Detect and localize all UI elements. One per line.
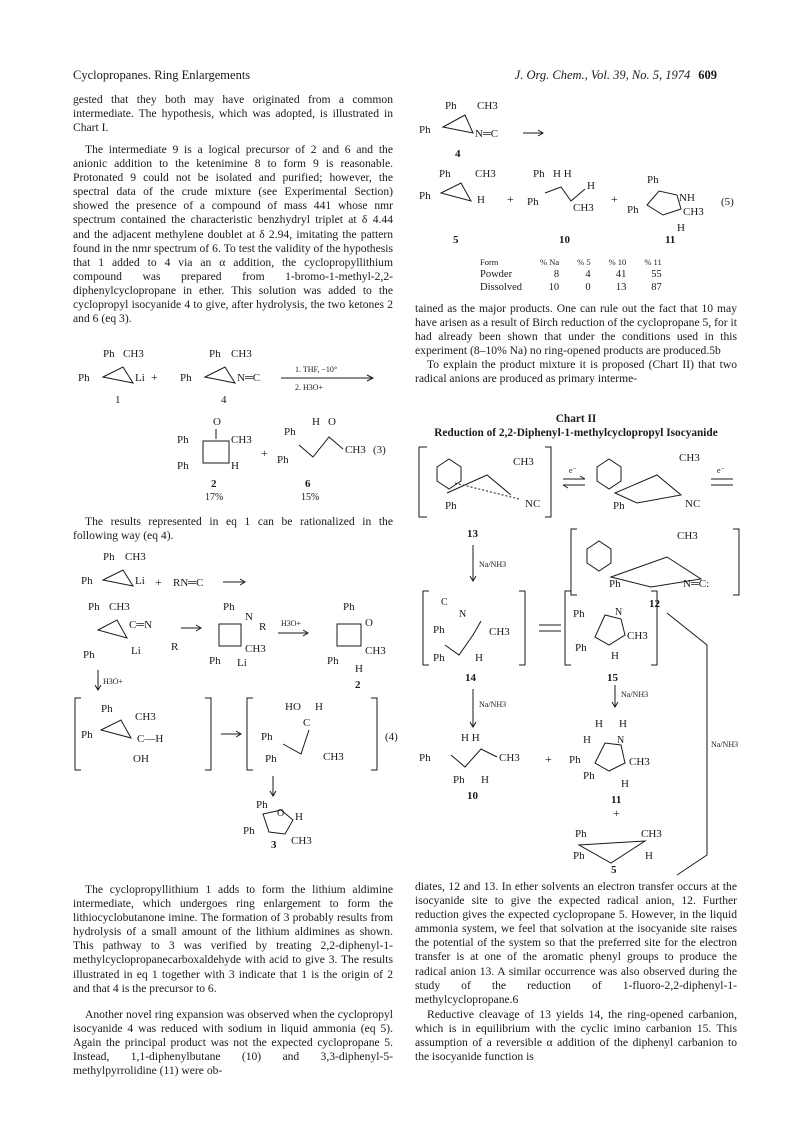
table-header: Form [480,257,499,267]
li-label: Li [135,372,145,384]
chain-10 [451,749,497,767]
ph-label: Ph [343,601,355,613]
cyclopropane-ring-4 [443,115,473,133]
journal-citation [515,68,717,83]
ph-label: Ph [575,828,587,840]
ph-label: Ph [88,601,100,613]
ph-label: Ph [613,500,625,512]
ph-label: Ph [445,500,457,512]
ch3-label: CH3 [489,626,510,638]
ch3-label: CH3 [123,348,144,360]
ch3-label: CH3 [291,835,312,847]
ch3-label: CH3 [475,168,496,180]
isocyanide-label: N═C [475,128,499,140]
h3o-reagent: H3O+ [103,677,124,686]
equation-number-3: (3) [373,444,386,456]
n-label: N [617,735,625,746]
plus-sign: + [545,752,552,766]
h-label: H [645,850,653,862]
cyclopropane-ring-1 [103,367,133,383]
col2-paragraph-2: To explain the product mixture it is proposed (Chart II) that two radical anions are produced as primary interme- [415,358,737,386]
h-label: H [295,811,303,823]
table-cell: Powder [480,269,513,280]
col1-paragraph-4: The cyclopropyllithium 1 adds to form the lithium aldimine intermediate, which undergoes ring enlargement to form the lithiocyclobutanone imine. The formation of 3 probably results from hydrolysis of a small amount of the lithium aldimines as shown. This pathway to 3 was verified by treating 2,2-diphenyl-1-methylcyclopropanecarboxaldehyde with acid to give 3. The results illustrated in eq 1 together with 3 indicate that 1 is the origin of 2 and that 4 is the precursor to 6. [73,883,393,995]
yield-6: 15% [301,492,320,503]
c-label: C [303,717,311,729]
h-label: H [312,416,320,428]
oxygen-label: O [277,808,285,819]
h-label: H [477,194,485,206]
ph-label: Ph [81,729,93,741]
compound-number-10: 10 [467,790,478,802]
isocyanide-label: C [441,597,448,608]
table-header: % Na [540,257,560,267]
table-header: % 5 [577,257,591,267]
cyclopropane-ring-5 [441,183,471,201]
ph-label: Ph [533,168,545,180]
h-label: H [475,652,483,664]
compound-number-5: 5 [453,234,459,246]
oxygen-label: O [213,416,221,428]
ph-label: Ph [243,825,255,837]
ph-label: Ph [78,372,90,384]
cyclopropane-ring-5 [579,841,645,863]
chain [283,730,309,754]
table-row [480,281,671,294]
ph-label: Ph [453,774,465,786]
bracket-right [733,529,739,595]
ph-label: Ph [81,575,93,587]
hh-label: H H [553,168,572,180]
compound-number-5: 5 [611,864,617,876]
plus-sign: + [613,806,620,820]
ph-label: Ph [573,608,585,620]
col1-paragraph-5: Another novel ring expansion was observed when the cyclopropyl isocyanide 4 was reduced with sodium in liquid ammonia (eq 5). Again the principal product was not the expected cyclopropane 5. Instead, 1,1-diphenylbutane (10) and 3,3-diphenyl-5-methylpyrrolidine (11) were ob- [73,1008,393,1078]
ho-label: HO [285,701,301,713]
table-cell: 87 [651,282,662,293]
h3o-reagent: H3O+ [281,619,302,628]
ch3-label: CH3 [641,828,662,840]
ph-label: Ph [419,190,431,202]
oxygen-label: O [365,617,373,629]
table-header-row [480,256,671,268]
ph-label: Ph [265,753,277,765]
n-label: N [615,607,623,618]
ph-label: Ph [83,649,95,661]
reagent-na-nh3: Na/NH3 [621,690,649,699]
nc-label: NC [525,498,541,510]
ph-label: Ph [180,372,192,384]
plus-sign: + [611,192,618,206]
col1-paragraph-1: gested that they both may have originated from a common intermediate. The hypothesis, which was adopted, is illustrated in Chart I. [73,93,393,135]
plus-sign: + [507,192,514,206]
r-label: R [259,621,267,633]
table-cell: Dissolved [480,282,522,293]
bracket-left [571,529,577,595]
ph-label: Ph [256,799,268,811]
ph-label: Ph [627,204,639,216]
ph-label: Ph [209,348,221,360]
li-label: Li [131,645,141,657]
plus-sign: + [261,446,268,460]
ph-label: Ph [284,426,296,438]
ch3-label: CH3 [109,601,130,613]
ph-label: Ph [439,168,451,180]
equation-number-4: (4) [385,731,398,743]
electron-label: e⁻ [717,466,725,475]
ch3-label: CH3 [245,643,266,655]
nc-label: NC [685,498,701,510]
chain-10 [545,187,585,201]
ph-label: Ph [527,196,539,208]
equation-3 [73,345,403,505]
table-cell: 10 [548,282,560,293]
bracket-left [423,591,429,665]
bracket-right [545,447,551,517]
table-cell: 41 [615,269,627,280]
reagent-na-nh3: Na/NH3 [711,740,739,749]
isocyanide-label: N═C [237,372,261,384]
h-label: H [355,663,363,675]
bracket-right [205,698,211,770]
h-label: H [611,650,619,662]
bracket-left [419,447,427,517]
ch3-label: CH3 [323,751,344,763]
ph-label: Ph [177,434,189,446]
compound-number-12: 12 [649,598,660,610]
li-label: Li [237,657,247,669]
cyclobutanone-ring [203,441,229,463]
ph-label: Ph [103,348,115,360]
ch3-label: CH3 [499,752,520,764]
ch3-label: CH3 [477,100,498,112]
ph-label: Ph [177,460,189,472]
ph-label: Ph [647,174,659,186]
table-cell: 0 [585,282,591,293]
n-label: N [245,611,253,623]
isocyanide-label: RN═C [173,577,204,589]
hh-label: H [595,718,603,730]
ph-label: Ph [223,601,235,613]
col1-paragraph-2: The intermediate 9 is a logical precursor of 2 and 6 and the anionic addition to the ketenimine 8 to form 9 is reasonable. Protonated 9 could not be isolated and purified; however, the spectral data of the crude mixture (see Experimental Section) showed the presence of a compound of mass 441 whose nmr spectrum contained the characteristic benzhydryl triplet at δ 4.44 and the adjacent methylene doublet at δ 2.94, imitating the pattern found in the nmr spectrum of 6. To test the validity of the hypothesis that 1 added to 4 via an α addition, the cyclopropyllithium compound was prepared from 1-bromo-1-methyl-2,2-diphenylcyclopropane in ether. This solution was added to the cyclopropyl isocyanide 4 to give, after hydrolysis, the two ketones 2 and 6 (eq 3). [73,143,393,326]
pyrrolidine-ring [647,191,681,215]
cyclopropane-ring [615,475,681,503]
ch3-label: CH3 [135,711,156,723]
cyclopropane-ring [103,570,133,586]
ph-label: Ph [609,578,621,590]
table-header: % 10 [608,257,627,267]
bracket-left [247,698,253,770]
ph-label: Ph [261,731,273,743]
electron-label: e⁻ [569,466,577,475]
oh-label: OH [133,753,149,765]
compound-number-3: 3 [271,839,277,851]
col2-paragraph-1: tained as the major products. One can rule out the fact that 10 may have arisen as a result of Birch reduction of the cyclopropane 5, for it had already been shown that under the conditions used in this experiment (8–10% Na) no ring-opened products are produced.5b [415,302,737,358]
col1-paragraph-3: The results represented in eq 1 can be rationalized in the following way (eq 4). [73,515,393,543]
journal-name: J. Org. Chem., Vol. 39, No. 5, 1974 [514,68,691,82]
reaction-arrow-long [667,613,707,875]
compound-number-2: 2 [355,679,361,691]
ch3-label: CH3 [573,202,594,214]
h-label: H [677,222,685,234]
col2-paragraph-4: Reductive cleavage of 13 yields 14, the ring-opened carbanion, which is in equilibrium with the cyclic imino carbanion 15. This assumption of a reversible α addition of the diphenyl carbanion to the isocyanide function is [415,1008,737,1064]
bracket-left [565,591,571,665]
reagent-step-2: 2. H3O+ [295,383,324,392]
cyclobutanone-ring [337,624,361,646]
c-h-label: C—H [137,733,164,745]
chain-6 [299,437,343,457]
chain-14 [445,621,481,655]
cyclopropane-ring [98,620,127,638]
n-label: N [459,609,467,620]
ph-label: Ph [327,655,339,667]
pyrroline-ring [595,615,625,645]
ph-label: Ph [419,752,431,764]
page-number: 609 [698,68,717,82]
ph-label: Ph [583,770,595,782]
compound-number-13: 13 [467,528,478,540]
ph-label: Ph [573,850,585,862]
ph-label: Ph [101,703,113,715]
dashed-bond [455,483,519,499]
ph-label: Ph [433,624,445,636]
compound-number-1: 1 [115,394,121,406]
product-distribution-table [480,256,671,294]
chart-2-scheme [415,445,745,875]
oxygen-label: O [328,416,336,428]
ph-label: Ph [569,754,581,766]
table-cell: 13 [615,282,627,293]
ch3-label: CH3 [231,434,252,446]
reagent-step-1: 1. THF, −10° [295,365,338,374]
cyclopropane-ring [101,720,131,738]
ch3-label: CH3 [125,551,146,563]
chart-2-title: Chart II [555,413,597,425]
compound-number-4: 4 [221,394,227,406]
table-cell: 55 [651,269,662,280]
h-label: H [621,778,629,790]
table-cell: 8 [553,269,560,280]
ch3-label: CH3 [365,645,386,657]
bracket-right [519,591,525,665]
compound-number-6: 6 [305,478,311,490]
pyrrolidine-ring [595,743,625,771]
h-label: H [619,718,627,730]
isocyanide-radical-label: N═C: [683,578,710,590]
ph-label: Ph [277,454,289,466]
ph-label: Ph [419,124,431,136]
phenyl-ring [437,459,461,489]
reagent-na-nh3: Na/NH3 [479,700,507,709]
yield-2: 17% [205,492,224,503]
ch3-label: CH3 [627,630,648,642]
ph-label: Ph [433,652,445,664]
table-row [480,268,671,281]
equation-number-5: (5) [721,196,734,208]
hh-label: H H [461,732,480,744]
table-cell: 4 [585,269,591,280]
ch3-label: CH3 [629,756,650,768]
h-label: H [587,180,595,192]
h-label: H [231,460,239,472]
running-head: Cyclopropanes. Ring Enlargements [73,68,251,82]
compound-number-2: 2 [211,478,217,490]
chart-2-subtitle: Reduction of 2,2-Diphenyl-1-methylcyclopropyl Isocyanide [434,427,718,439]
imine-label: C═N [129,619,153,631]
ph-label: Ph [103,551,115,563]
ch3-label: CH3 [513,456,534,468]
plus-sign: + [155,575,162,589]
phenyl-ring [587,541,611,571]
h-label: H [583,734,591,746]
compound-number-15: 15 [607,672,618,684]
compound-number-11: 11 [611,794,622,806]
plus-sign: + [151,370,158,384]
li-label: Li [135,575,145,587]
table-header: % 11 [644,257,662,267]
r-label: R [171,641,179,653]
ch3-label: CH3 [677,530,698,542]
cyclopropane-ring-4 [205,367,235,383]
ph-label: Ph [445,100,457,112]
cyclobutene-ring [219,624,241,646]
h-label: H [315,701,323,713]
ch3-label: CH3 [231,348,252,360]
compound-number-4: 4 [455,148,461,160]
col2-paragraph-3: diates, 12 and 13. In ether solvents an electron transfer occurs at the isocyanide site to give the expected radical anion, 12. Further reduction gives the expected cyclopropane 5. However, in the liquid ammonia system, we feel that solvation at the isocyanide site raises the potential of the system so that the preferred site for the electron transfer is at one of the aromatic phenyl groups to produce the radical anion 13. A similar occurrence was also observed during the study of the reduction of 1-fluoro-2,2-diphenyl-1-methylcyclopropane.6 [415,880,737,1006]
cyclopropane-bond [447,475,511,495]
equation-5 [415,97,745,247]
ch3-label: CH3 [345,444,366,456]
compound-number-11: 11 [665,234,676,246]
phenyl-ring [597,459,621,489]
ch3-label: CH3 [679,452,700,464]
nh-label: NH [679,192,695,204]
ph-label: Ph [575,642,587,654]
equation-4 [73,548,403,851]
h-label: H [481,774,489,786]
bracket-right [371,698,377,770]
compound-number-14: 14 [465,672,476,684]
compound-number-10: 10 [559,234,570,246]
ch3-label: CH3 [683,206,704,218]
ph-label: Ph [209,655,221,667]
reagent-na-nh3: Na/NH3 [479,560,507,569]
